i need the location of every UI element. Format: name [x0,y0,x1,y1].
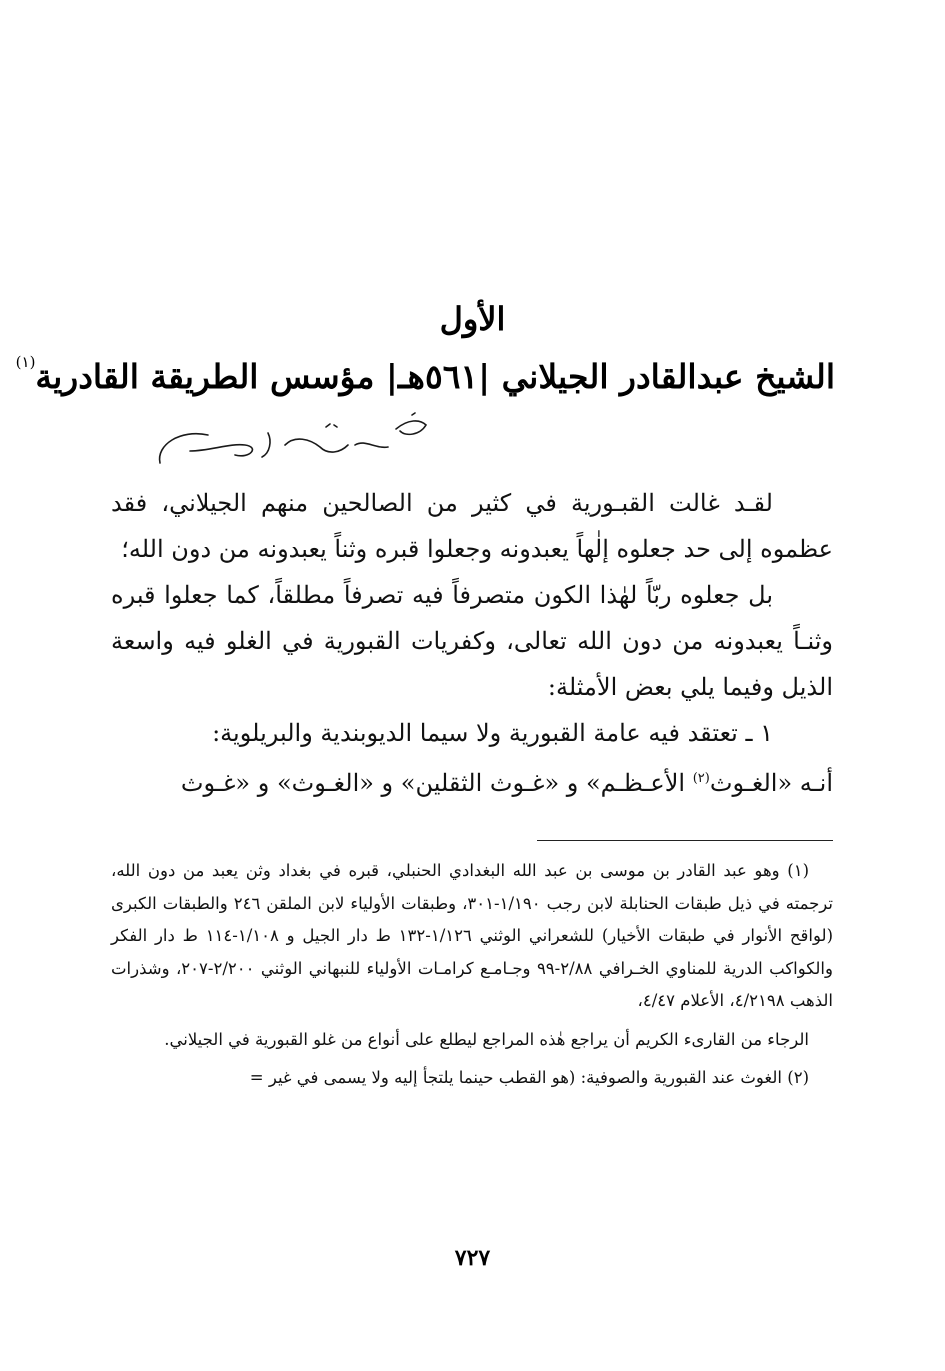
page-number: ٧٢٧ [454,1245,491,1271]
item1-text-before: أنـه «الغـوث [709,769,833,797]
handwriting-strokes [150,405,450,473]
heading-text: الشيخ عبدالقادر الجيلاني |٥٦١هـ| مؤسس الطريقة القادرية [35,357,835,396]
section-number: الأول [439,300,506,338]
footnote-1-note: الرجاء من القارىء الكريم أن يراجع هٰذه المراجع ليطلع على أنواع من غلو القبورية في الجيلاني. [164,1029,809,1049]
handwritten-annotation [150,405,450,473]
paragraph-2: بل جعلوه ربّاً لهٰذا الكون متصرفاً فيه تصرفاً مطلقاً، كما جعلوا قبره وثنـاً يعبدونه من دون الله تعالى، وكفريات القبورية في الغلو فيه واسعة الذيل وفيما يلي بعض الأمثلة: [111,581,833,701]
chapter-heading [15,352,835,402]
footnote-divider [537,840,833,841]
list-item-1-intro: ١ ـ تعتقد فيه عامة القبورية ولا سيما الديوبندية والبريلوية: [212,719,773,747]
footnote-2: (٢) الغوث عند القبورية والصوفية: (هو القطب حينما يلتجأ إليه ولا يسمى في غير = [249,1068,809,1087]
footnotes [111,855,833,1095]
list-item-1-text [111,756,833,806]
paragraph-1: لقـد غالت القبـورية في كثير من الصالحين منهم الجيلاني، فقد عظموه إلى حد جعلوه إلٰهاً يعبدونه وجعلوا قبره وثناً يعبدونه من دون الله؛ [111,489,833,563]
heading-footnote-ref: (١) [15,353,36,371]
item1-footnote-ref: (٢) [692,771,710,786]
item1-text-after: الأعـظـم» و «غـوث الثقلين» و «الغـوث» و «غـوث [180,769,693,797]
body-text [111,480,833,806]
footnote-1: (١) وهو عبد القادر بن موسى بن عبد الله البغدادي الحنبلي، قبره في بغداد وثن يعبد من دون الله، ترجمته في ذيل طبقات الحنابلة لابن رجب ١/١٩٠-٣٠١، وطبقات الأولياء لابن الملقن ٢٤٦ والطبقات الكبرى (لواقح الأنوار في طبقات الأخيار) للشعراني الوثني ١/١٢٦-١٣٢ ط دار الجيل و ١/١٠٨-١١٤ ط دار الفكر والكواكب الدرية للمناوي الخـرافي ٢/٨٨-٩٩ وجـامـع كرامـات الأولياء للنبهاني الوثني ٢/٢٠٠-٢٠٧، وشذرات الذهب ٤/٢١٩٨، الأعلام ٤/٤٧، [111,861,834,1010]
